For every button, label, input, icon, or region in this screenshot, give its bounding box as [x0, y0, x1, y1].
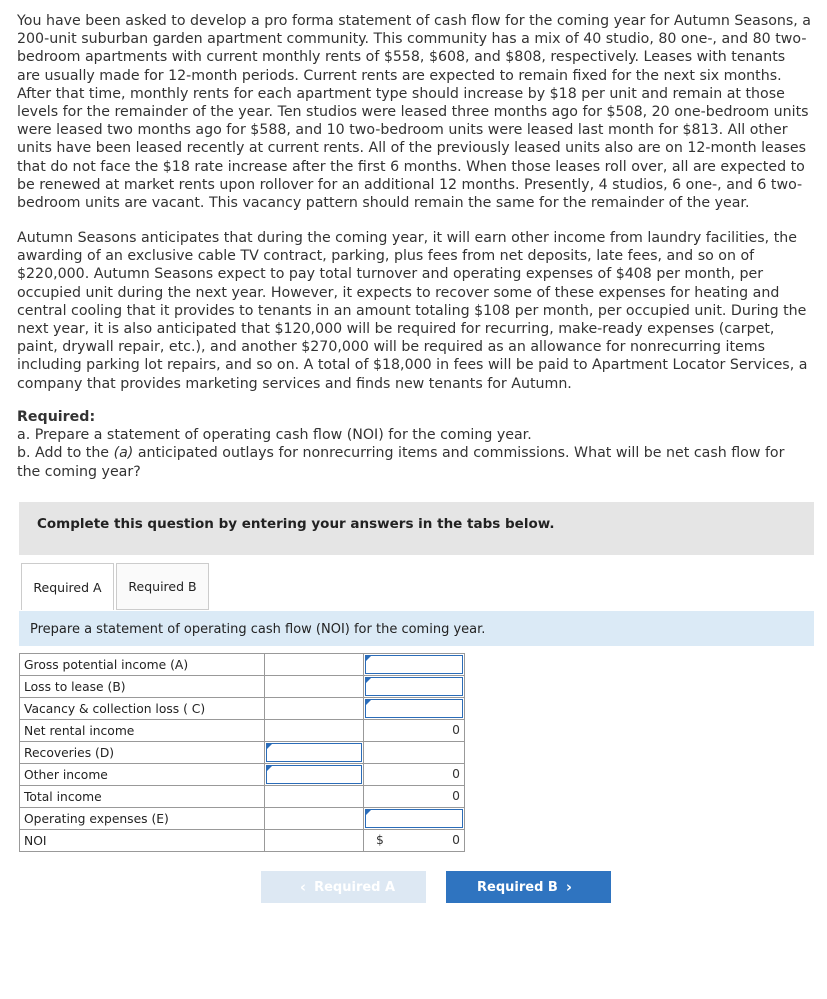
problem-paragraph-2: Autumn Seasons anticipates that during the coming year, it will earn other income from laundry facilities, the awarding of an exclusive cable TV contract, parking, plus fees from net deposits, late fees, and so on of $220,000. Autumn Seasons expect to pay total turnover and operating expenses of $408 per month, per occupied unit during the next year. However, it expects to recover some of these expenses for heating and central cooling that it provides to tenants in an amount totaling $108 per month, per occupied unit. During the next year, it is also anticipated that $120,000 will be required for recurring, make-ready expenses (carpet, paint, drywall repair, etc.), and another $270,000 will be required as an allowance for nonrecurring items including parking lot repairs, and so on. A total of $18,000 in fees will be paid to Apartment Locator Services, a company that provides marketing services and finds new tenants for Autumn.: [17, 230, 808, 392]
table-row: [20, 764, 465, 786]
currency-symbol: $: [376, 833, 384, 847]
next-button-label: Required B: [477, 879, 558, 895]
table-row: [20, 698, 465, 720]
table-row: [20, 720, 465, 742]
gross-potential-income-input[interactable]: [365, 655, 463, 674]
row-label: Vacancy & collection loss ( C): [20, 698, 265, 720]
prompt-bar: [19, 611, 814, 646]
input-marker-icon: [267, 765, 273, 771]
instructions-box: [19, 502, 814, 555]
table-row: [20, 786, 465, 808]
noi-value: 0: [452, 833, 460, 847]
recoveries-input[interactable]: [266, 743, 362, 762]
table-row: [20, 742, 465, 764]
required-b-italic: (a): [113, 445, 134, 462]
table-row: [20, 830, 465, 852]
other-income-value: 0: [452, 767, 460, 781]
operating-expenses-input[interactable]: [365, 809, 463, 828]
next-required-b-button[interactable]: [446, 871, 611, 903]
tab-required-b[interactable]: Required B: [116, 563, 209, 610]
required-a-text: a. Prepare a statement of operating cash flow (NOI) for the coming year.: [17, 427, 532, 444]
row-label: Net rental income: [20, 720, 265, 742]
row-label: Operating expenses (E): [20, 808, 265, 830]
table-row: [20, 654, 465, 676]
required-b-text: [17, 444, 812, 480]
noi-table: [19, 653, 465, 852]
row-label: Gross potential income (A): [20, 654, 265, 676]
net-rental-income-value: 0: [452, 723, 460, 737]
prev-button-label: Required A: [314, 879, 396, 895]
input-marker-icon: [366, 677, 372, 683]
required-b-prefix: b. Add to the: [17, 445, 114, 462]
row-label: Total income: [20, 786, 265, 808]
required-b-suffix: anticipated outlays for nonrecurring items and commissions. What will be net cash flow for the coming year?: [17, 445, 785, 480]
input-marker-icon: [366, 809, 372, 815]
row-label: NOI: [20, 830, 265, 852]
other-income-input[interactable]: [266, 765, 362, 784]
vacancy-collection-loss-input[interactable]: [365, 699, 463, 718]
row-label: Other income: [20, 764, 265, 786]
prev-required-a-button[interactable]: [261, 871, 426, 903]
table-row: [20, 808, 465, 830]
required-section: [17, 408, 812, 481]
input-marker-icon: [267, 743, 273, 749]
chevron-right-icon: ›: [565, 878, 572, 896]
problem-paragraph-1: You have been asked to develop a pro forma statement of cash flow for the coming year for Autumn Seasons, a 200-unit suburban garden apartment community. This community has a mix of 40 studio, 80 one-, and 80 two-bedroom apartments with current monthly rents of $558, $608, and $808, respectively. Leases with tenants are usually made for 12-month periods. Current rents are expected to remain fixed for the next six months. After that time, monthly rents for each apartment type should increase by $18 per unit and remain at those levels for the remainder of the year. Ten studios were leased three months ago for $508, 20 one-bedroom units were leased two months ago for $588, and 10 two-bedroom units were leased last month for $813. All other units have been leased recently at current rents. All of the previously leased units also are on 12-month leases that do not face the $18 rate increase after the first 6 months. When those leases roll over, all are expected to be renewed at market rents upon rollover for an additional 12 months. Presently, 4 studios, 6 one-, and 6 two-bedroom units are vacant. This vacancy pattern should remain the same for the remainder of the year.: [17, 13, 812, 212]
prompt-text: Prepare a statement of operating cash flow (NOI) for the coming year.: [30, 622, 486, 637]
tab-required-a[interactable]: Required A: [21, 563, 114, 610]
chevron-left-icon: ‹: [299, 878, 307, 896]
required-title: Required:: [17, 409, 96, 425]
instructions-text: Complete this question by entering your answers in the tabs below.: [37, 516, 555, 532]
loss-to-lease-input[interactable]: [365, 677, 463, 696]
table-row: [20, 676, 465, 698]
total-income-value: 0: [452, 789, 460, 803]
row-label: Loss to lease (B): [20, 676, 265, 698]
input-marker-icon: [366, 655, 372, 661]
row-label: Recoveries (D): [20, 742, 265, 764]
input-marker-icon: [366, 699, 372, 705]
